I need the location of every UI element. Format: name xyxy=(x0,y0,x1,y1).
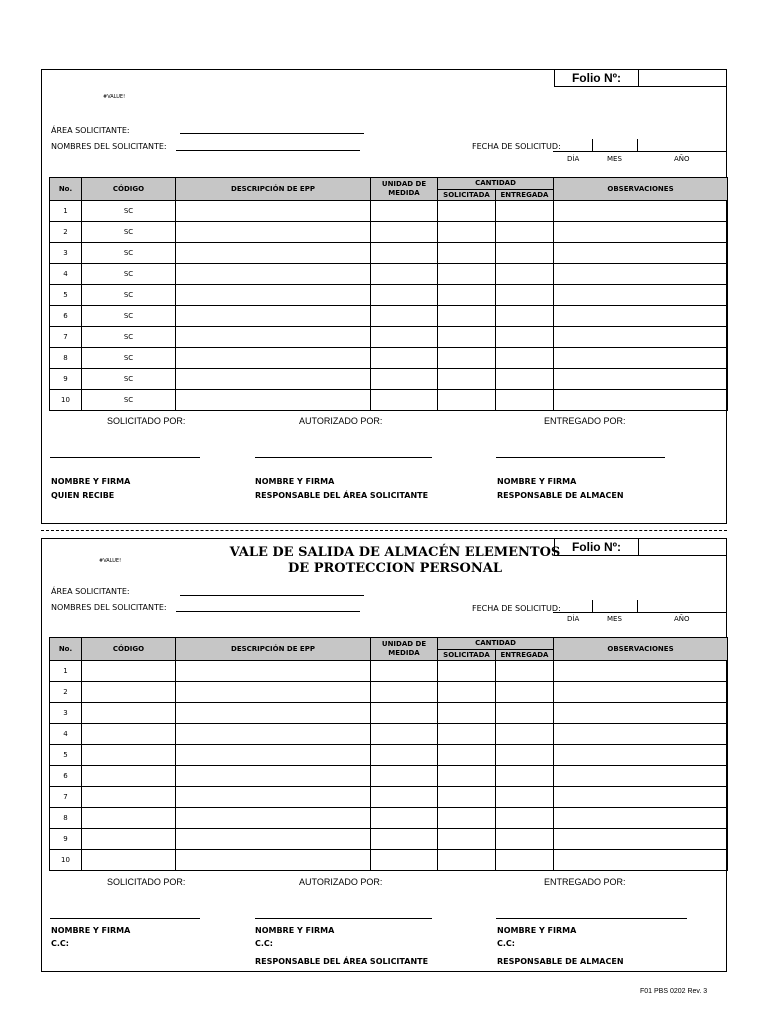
table-row xyxy=(50,264,728,285)
unidad-cell[interactable] xyxy=(371,787,438,808)
solicitada-cell[interactable] xyxy=(438,243,496,264)
codigo-cell[interactable] xyxy=(82,808,176,829)
nombres-field[interactable] xyxy=(176,150,360,151)
nombre-firma-2: NOMBRE Y FIRMA xyxy=(255,926,335,935)
codigo-cell[interactable]: SC xyxy=(82,285,176,306)
header-no: No. xyxy=(50,178,82,201)
solicitada-cell[interactable] xyxy=(438,201,496,222)
unidad-cell[interactable] xyxy=(371,285,438,306)
table-row xyxy=(50,703,728,724)
nombre-firma-1: NOMBRE Y FIRMA xyxy=(51,926,131,935)
solicitada-cell[interactable] xyxy=(438,787,496,808)
header-codigo: CÓDIGO xyxy=(82,178,176,201)
observaciones-cell[interactable] xyxy=(554,850,728,871)
header-unidad: UNIDAD DE MEDIDA xyxy=(371,638,438,661)
nombres-label: NOMBRES DEL SOLICITANTE: xyxy=(51,142,167,151)
row-number: 5 xyxy=(50,285,82,306)
row-number: 1 xyxy=(50,661,82,682)
observaciones-cell[interactable] xyxy=(554,369,728,390)
resp-area: RESPONSABLE DEL ÁREA SOLICITANTE xyxy=(255,491,429,500)
codigo-cell[interactable]: SC xyxy=(82,222,176,243)
solicitada-cell[interactable] xyxy=(438,850,496,871)
header-solicitada: SOLICITADA xyxy=(438,650,496,661)
unidad-cell[interactable] xyxy=(371,745,438,766)
table-row xyxy=(50,787,728,808)
header-solicitada: SOLICITADA xyxy=(438,190,496,201)
unidad-cell[interactable] xyxy=(371,703,438,724)
observaciones-cell[interactable] xyxy=(554,243,728,264)
codigo-cell[interactable] xyxy=(82,745,176,766)
row-number: 4 xyxy=(50,724,82,745)
table-row xyxy=(50,306,728,327)
signature-line-area[interactable] xyxy=(255,457,432,458)
entregada-cell[interactable] xyxy=(496,682,554,703)
solicitada-cell[interactable] xyxy=(438,703,496,724)
codigo-cell[interactable]: SC xyxy=(82,390,176,411)
descripcion-cell[interactable] xyxy=(176,285,371,306)
unidad-cell[interactable] xyxy=(371,724,438,745)
row-number: 1 xyxy=(50,201,82,222)
codigo-cell[interactable] xyxy=(82,850,176,871)
solicitado-label: SOLICITADO POR: xyxy=(107,877,186,887)
row-number: 9 xyxy=(50,829,82,850)
entregada-cell[interactable] xyxy=(496,724,554,745)
unidad-cell[interactable] xyxy=(371,661,438,682)
header-codigo: CÓDIGO xyxy=(82,638,176,661)
solicitada-cell[interactable] xyxy=(438,661,496,682)
table-body-1 xyxy=(50,201,728,411)
observaciones-cell[interactable] xyxy=(554,787,728,808)
row-number: 6 xyxy=(50,306,82,327)
descripcion-cell[interactable] xyxy=(176,327,371,348)
row-number: 10 xyxy=(50,850,82,871)
nombre-firma-3: NOMBRE Y FIRMA xyxy=(497,926,577,935)
observaciones-cell[interactable] xyxy=(554,682,728,703)
cc-1: C.C: xyxy=(51,939,69,948)
row-number: 5 xyxy=(50,745,82,766)
fecha-label: FECHA DE SOLICITUD: xyxy=(472,604,561,613)
area-field[interactable] xyxy=(180,595,364,596)
observaciones-cell[interactable] xyxy=(554,264,728,285)
quien-recibe: QUIEN RECIBE xyxy=(51,491,115,500)
table-row xyxy=(50,850,728,871)
codigo-cell[interactable]: SC xyxy=(82,327,176,348)
resp-almacen: RESPONSABLE DE ALMACEN xyxy=(497,491,624,500)
codigo-cell[interactable] xyxy=(82,661,176,682)
solicitada-cell[interactable] xyxy=(438,222,496,243)
cc-3: C.C: xyxy=(497,939,515,948)
solicitada-cell[interactable] xyxy=(438,745,496,766)
header-descripcion: DESCRIPCIÓN DE EPP xyxy=(176,178,371,201)
row-number: 2 xyxy=(50,682,82,703)
fecha-label: FECHA DE SOLICITUD: xyxy=(472,142,561,151)
row-number: 7 xyxy=(50,787,82,808)
observaciones-cell[interactable] xyxy=(554,745,728,766)
solicitada-cell[interactable] xyxy=(438,766,496,787)
observaciones-cell[interactable] xyxy=(554,348,728,369)
entregada-cell[interactable] xyxy=(496,661,554,682)
solicitada-cell[interactable] xyxy=(438,682,496,703)
descripcion-cell[interactable] xyxy=(176,682,371,703)
anio-label: AÑO xyxy=(674,155,690,163)
row-number: 10 xyxy=(50,390,82,411)
observaciones-cell[interactable] xyxy=(554,661,728,682)
observaciones-cell[interactable] xyxy=(554,306,728,327)
signature-line-recibe[interactable] xyxy=(50,918,200,919)
entregada-cell[interactable] xyxy=(496,850,554,871)
codigo-cell[interactable] xyxy=(82,682,176,703)
descripcion-cell[interactable] xyxy=(176,808,371,829)
unidad-cell[interactable] xyxy=(371,829,438,850)
unidad-cell[interactable] xyxy=(371,222,438,243)
entregada-cell[interactable] xyxy=(496,390,554,411)
solicitada-cell[interactable] xyxy=(438,285,496,306)
unidad-cell[interactable] xyxy=(371,306,438,327)
header-no: No. xyxy=(50,638,82,661)
nombre-firma-2: NOMBRE Y FIRMA xyxy=(255,477,335,486)
table-row xyxy=(50,766,728,787)
unidad-cell[interactable] xyxy=(371,766,438,787)
table-row xyxy=(50,243,728,264)
descripcion-cell[interactable] xyxy=(176,201,371,222)
observaciones-cell[interactable] xyxy=(554,766,728,787)
unidad-cell[interactable] xyxy=(371,808,438,829)
signature-line-recibe[interactable] xyxy=(50,457,200,458)
area-label: ÁREA SOLICITANTE: xyxy=(51,587,130,596)
anio-label: AÑO xyxy=(674,615,690,623)
mes-label: MES xyxy=(607,615,622,623)
area-field[interactable] xyxy=(180,133,364,134)
table-row xyxy=(50,829,728,850)
entregada-cell[interactable] xyxy=(496,787,554,808)
signature-line-almacen[interactable] xyxy=(496,918,687,919)
unidad-cell[interactable] xyxy=(371,201,438,222)
row-number: 4 xyxy=(50,264,82,285)
table-row xyxy=(50,201,728,222)
descripcion-cell[interactable] xyxy=(176,745,371,766)
observaciones-cell[interactable] xyxy=(554,703,728,724)
fecha-field[interactable] xyxy=(553,600,727,613)
table-row xyxy=(50,745,728,766)
solicitada-cell[interactable] xyxy=(438,327,496,348)
epp-table-2 xyxy=(49,637,728,871)
dia-label: DÍA xyxy=(567,615,580,623)
table-row xyxy=(50,724,728,745)
table-row xyxy=(50,369,728,390)
codigo-cell[interactable]: SC xyxy=(82,201,176,222)
entregado-label: ENTREGADO POR: xyxy=(544,416,626,426)
descripcion-cell[interactable] xyxy=(176,766,371,787)
descripcion-cell[interactable] xyxy=(176,703,371,724)
header-entregada: ENTREGADA xyxy=(496,650,554,661)
folio-label: Folio Nº: xyxy=(555,539,639,555)
unidad-cell[interactable] xyxy=(371,682,438,703)
descripcion-cell[interactable] xyxy=(176,243,371,264)
folio-box-2 xyxy=(554,538,727,556)
cut-line xyxy=(41,530,727,531)
observaciones-cell[interactable] xyxy=(554,808,728,829)
unidad-cell[interactable] xyxy=(371,327,438,348)
row-number: 8 xyxy=(50,348,82,369)
form-title: VALE DE SALIDA DE ALMACÉN ELEMENTOS DE PROTECCION PERSONAL xyxy=(229,545,561,576)
nombres-label: NOMBRES DEL SOLICITANTE: xyxy=(51,603,167,612)
resp-almacen: RESPONSABLE DE ALMACEN xyxy=(497,957,624,966)
table-body-2 xyxy=(50,661,728,871)
descripcion-cell[interactable] xyxy=(176,829,371,850)
entregada-cell[interactable] xyxy=(496,285,554,306)
logo-placeholder: #VALUE! xyxy=(103,94,126,100)
descripcion-cell[interactable] xyxy=(176,661,371,682)
observaciones-cell[interactable] xyxy=(554,724,728,745)
footer-code: F01 PBS 0202 Rev. 3 xyxy=(640,988,708,995)
nombre-firma-1: NOMBRE Y FIRMA xyxy=(51,477,131,486)
entregada-cell[interactable] xyxy=(496,222,554,243)
descripcion-cell[interactable] xyxy=(176,348,371,369)
signature-line-almacen[interactable] xyxy=(496,457,665,458)
unidad-cell[interactable] xyxy=(371,243,438,264)
fecha-field[interactable] xyxy=(553,139,727,152)
nombre-firma-3: NOMBRE Y FIRMA xyxy=(497,477,577,486)
solicitada-cell[interactable] xyxy=(438,390,496,411)
observaciones-cell[interactable] xyxy=(554,285,728,306)
cc-2: C.C: xyxy=(255,939,273,948)
codigo-cell[interactable]: SC xyxy=(82,243,176,264)
observaciones-cell[interactable] xyxy=(554,201,728,222)
entregada-cell[interactable] xyxy=(496,201,554,222)
descripcion-cell[interactable] xyxy=(176,850,371,871)
epp-table-1 xyxy=(49,177,728,411)
resp-area: RESPONSABLE DEL ÁREA SOLICITANTE xyxy=(255,957,429,966)
table-row xyxy=(50,661,728,682)
codigo-cell[interactable]: SC xyxy=(82,369,176,390)
signature-line-area[interactable] xyxy=(255,918,432,919)
descripcion-cell[interactable] xyxy=(176,306,371,327)
table-row xyxy=(50,682,728,703)
solicitada-cell[interactable] xyxy=(438,724,496,745)
codigo-cell[interactable]: SC xyxy=(82,264,176,285)
area-label: ÁREA SOLICITANTE: xyxy=(51,126,130,135)
observaciones-cell[interactable] xyxy=(554,327,728,348)
unidad-cell[interactable] xyxy=(371,348,438,369)
row-number: 8 xyxy=(50,808,82,829)
row-number: 3 xyxy=(50,703,82,724)
entregada-cell[interactable] xyxy=(496,327,554,348)
solicitada-cell[interactable] xyxy=(438,348,496,369)
autorizado-label: AUTORIZADO POR: xyxy=(299,877,383,887)
observaciones-cell[interactable] xyxy=(554,829,728,850)
header-observaciones: OBSERVACIONES xyxy=(554,178,728,201)
entregada-cell[interactable] xyxy=(496,369,554,390)
row-number: 3 xyxy=(50,243,82,264)
table-row xyxy=(50,348,728,369)
unidad-cell[interactable] xyxy=(371,369,438,390)
folio-number-field[interactable] xyxy=(639,70,726,86)
row-number: 2 xyxy=(50,222,82,243)
logo-placeholder: #VALUE! xyxy=(99,558,122,564)
entregada-cell[interactable] xyxy=(496,745,554,766)
table-row xyxy=(50,390,728,411)
codigo-cell[interactable] xyxy=(82,829,176,850)
descripcion-cell[interactable] xyxy=(176,264,371,285)
table-row xyxy=(50,222,728,243)
entregada-cell[interactable] xyxy=(496,829,554,850)
codigo-cell[interactable] xyxy=(82,766,176,787)
header-descripcion: DESCRIPCIÓN DE EPP xyxy=(176,638,371,661)
mes-label: MES xyxy=(607,155,622,163)
row-number: 7 xyxy=(50,327,82,348)
descripcion-cell[interactable] xyxy=(176,369,371,390)
entregada-cell[interactable] xyxy=(496,264,554,285)
folio-number-field[interactable] xyxy=(639,539,726,555)
row-number: 9 xyxy=(50,369,82,390)
observaciones-cell[interactable] xyxy=(554,222,728,243)
header-observaciones: OBSERVACIONES xyxy=(554,638,728,661)
codigo-cell[interactable]: SC xyxy=(82,348,176,369)
descripcion-cell[interactable] xyxy=(176,724,371,745)
autorizado-label: AUTORIZADO POR: xyxy=(299,416,383,426)
codigo-cell[interactable] xyxy=(82,724,176,745)
codigo-cell[interactable]: SC xyxy=(82,306,176,327)
descripcion-cell[interactable] xyxy=(176,222,371,243)
entregada-cell[interactable] xyxy=(496,306,554,327)
entregado-label: ENTREGADO POR: xyxy=(544,877,626,887)
codigo-cell[interactable] xyxy=(82,703,176,724)
unidad-cell[interactable] xyxy=(371,850,438,871)
entregada-cell[interactable] xyxy=(496,703,554,724)
entregada-cell[interactable] xyxy=(496,808,554,829)
folio-label: Folio Nº: xyxy=(555,70,639,86)
entregada-cell[interactable] xyxy=(496,766,554,787)
unidad-cell[interactable] xyxy=(371,390,438,411)
row-number: 6 xyxy=(50,766,82,787)
header-cantidad: CANTIDAD xyxy=(438,638,554,650)
table-row xyxy=(50,808,728,829)
header-unidad: UNIDAD DE MEDIDA xyxy=(371,178,438,201)
header-entregada: ENTREGADA xyxy=(496,190,554,201)
entregada-cell[interactable] xyxy=(496,348,554,369)
nombres-field[interactable] xyxy=(176,611,360,612)
folio-box-1 xyxy=(554,69,727,87)
entregada-cell[interactable] xyxy=(496,243,554,264)
unidad-cell[interactable] xyxy=(371,264,438,285)
solicitada-cell[interactable] xyxy=(438,369,496,390)
solicitado-label: SOLICITADO POR: xyxy=(107,416,186,426)
observaciones-cell[interactable] xyxy=(554,390,728,411)
solicitada-cell[interactable] xyxy=(438,829,496,850)
descripcion-cell[interactable] xyxy=(176,787,371,808)
table-row xyxy=(50,285,728,306)
descripcion-cell[interactable] xyxy=(176,390,371,411)
table-row xyxy=(50,327,728,348)
header-cantidad: CANTIDAD xyxy=(438,178,554,190)
codigo-cell[interactable] xyxy=(82,787,176,808)
solicitada-cell[interactable] xyxy=(438,808,496,829)
solicitada-cell[interactable] xyxy=(438,264,496,285)
dia-label: DÍA xyxy=(567,155,580,163)
solicitada-cell[interactable] xyxy=(438,306,496,327)
